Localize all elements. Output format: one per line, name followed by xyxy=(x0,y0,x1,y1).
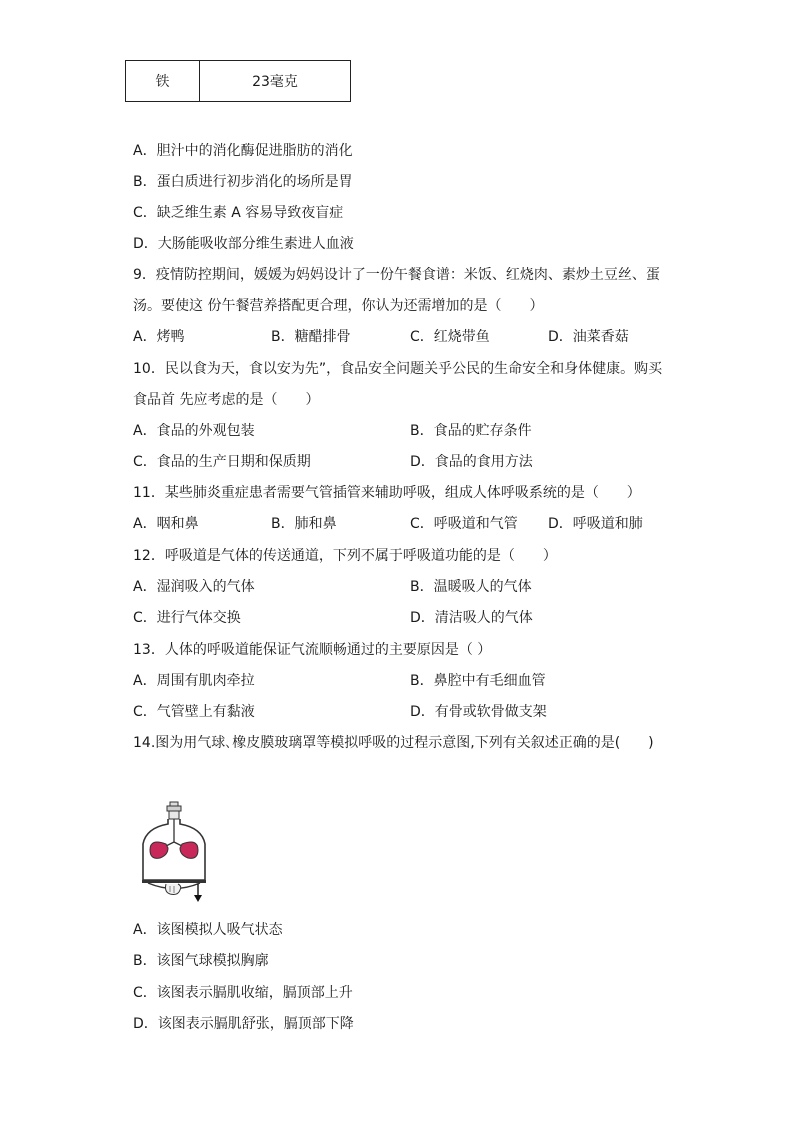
q9-option-a: A．烤鸭 xyxy=(133,329,185,345)
nutrient-name: 铁 xyxy=(126,61,200,102)
q14-option-d: D．该图表示膈肌舒张，膈顶部下降 xyxy=(133,1016,354,1032)
q9-option-d: D．油菜香菇 xyxy=(548,329,629,345)
q8-option-a: A．胆汁中的消化酶促进脂肪的消化 xyxy=(133,143,353,159)
q12-option-b: B．温暖吸人的气体 xyxy=(410,579,532,595)
q12-option-d: D．清洁吸人的气体 xyxy=(410,610,533,626)
q14-option-c: C．该图表示膈肌收缩，膈顶部上升 xyxy=(133,985,353,1001)
q12-option-c: C．进行气体交换 xyxy=(133,610,241,626)
q8-option-d: D．大肠能吸收部分维生素进人血液 xyxy=(133,236,354,252)
right-balloon-lung xyxy=(180,842,198,858)
q13-option-b: B．鼻腔中有毛细血管 xyxy=(410,673,546,689)
q14-option-b: B．该图气球模拟胸廓 xyxy=(133,953,269,969)
q11-option-c: C．呼吸道和气管 xyxy=(410,516,518,532)
q10-option-b: B．食品的贮存条件 xyxy=(410,423,532,439)
q13-option-a: A．周围有肌肉牵拉 xyxy=(133,673,255,689)
q11-option-b: B．肺和鼻 xyxy=(271,516,337,532)
q12-stem: 12．呼吸道是气体的传送通道，下列不属于呼吸道功能的是（ ） xyxy=(133,548,557,564)
q8-option-b: B．蛋白质进行初步消化的场所是胃 xyxy=(133,174,353,190)
q9-option-b: B．糖醋排骨 xyxy=(271,329,351,345)
nutrient-value: 23毫克 xyxy=(200,61,351,102)
q10-stem-line1: 10．民以食为天，食以安为先”，食品安全问题关乎公民的生命安全和身体健康。购买 xyxy=(133,361,663,377)
q10-stem-line2: 食品首 先应考虑的是（ ） xyxy=(133,392,320,408)
nutrition-table xyxy=(125,60,351,102)
q8-option-c: C．缺乏维生素 A 容易导致夜盲症 xyxy=(133,205,344,221)
q12-option-a: A．湿润吸入的气体 xyxy=(133,579,255,595)
table-row xyxy=(126,61,351,102)
q14-stem: 14.图为用气球､橡皮膜玻璃罩等模拟呼吸的过程示意图,下列有关叙述正确的是( ) xyxy=(133,735,654,751)
q9-stem-line1: 9．疫情防控期间，媛媛为妈妈设计了一份午餐食谱：米饭、红烧肉、素炒土豆丝、蛋 xyxy=(133,267,660,283)
q13-option-c: C．气管壁上有黏液 xyxy=(133,704,255,720)
q11-stem: 11．某些肺炎重症患者需要气管插管来辅助呼吸，组成人体呼吸系统的是（ ） xyxy=(133,485,641,501)
q9-option-c: C．红烧带鱼 xyxy=(410,329,490,345)
q13-option-d: D．有骨或软骨做支架 xyxy=(410,704,547,720)
q11-option-a: A．咽和鼻 xyxy=(133,516,199,532)
q11-option-d: D．呼吸道和肺 xyxy=(548,516,643,532)
q14-option-a: A．该图模拟人吸气状态 xyxy=(133,922,283,938)
bell-jar-lung-model-figure xyxy=(138,800,210,904)
q9-stem-line2: 汤。要使这 份午餐营养搭配更合理，你认为还需增加的是（ ） xyxy=(133,298,544,314)
q10-option-d: D．食品的食用方法 xyxy=(410,454,533,470)
q10-option-a: A．食品的外观包装 xyxy=(133,423,255,439)
left-balloon-lung xyxy=(150,842,168,858)
q10-option-c: C．食品的生产日期和保质期 xyxy=(133,454,311,470)
q13-stem: 13．人体的呼吸道能保证气流顺畅通过的主要原因是（ ） xyxy=(133,642,492,658)
